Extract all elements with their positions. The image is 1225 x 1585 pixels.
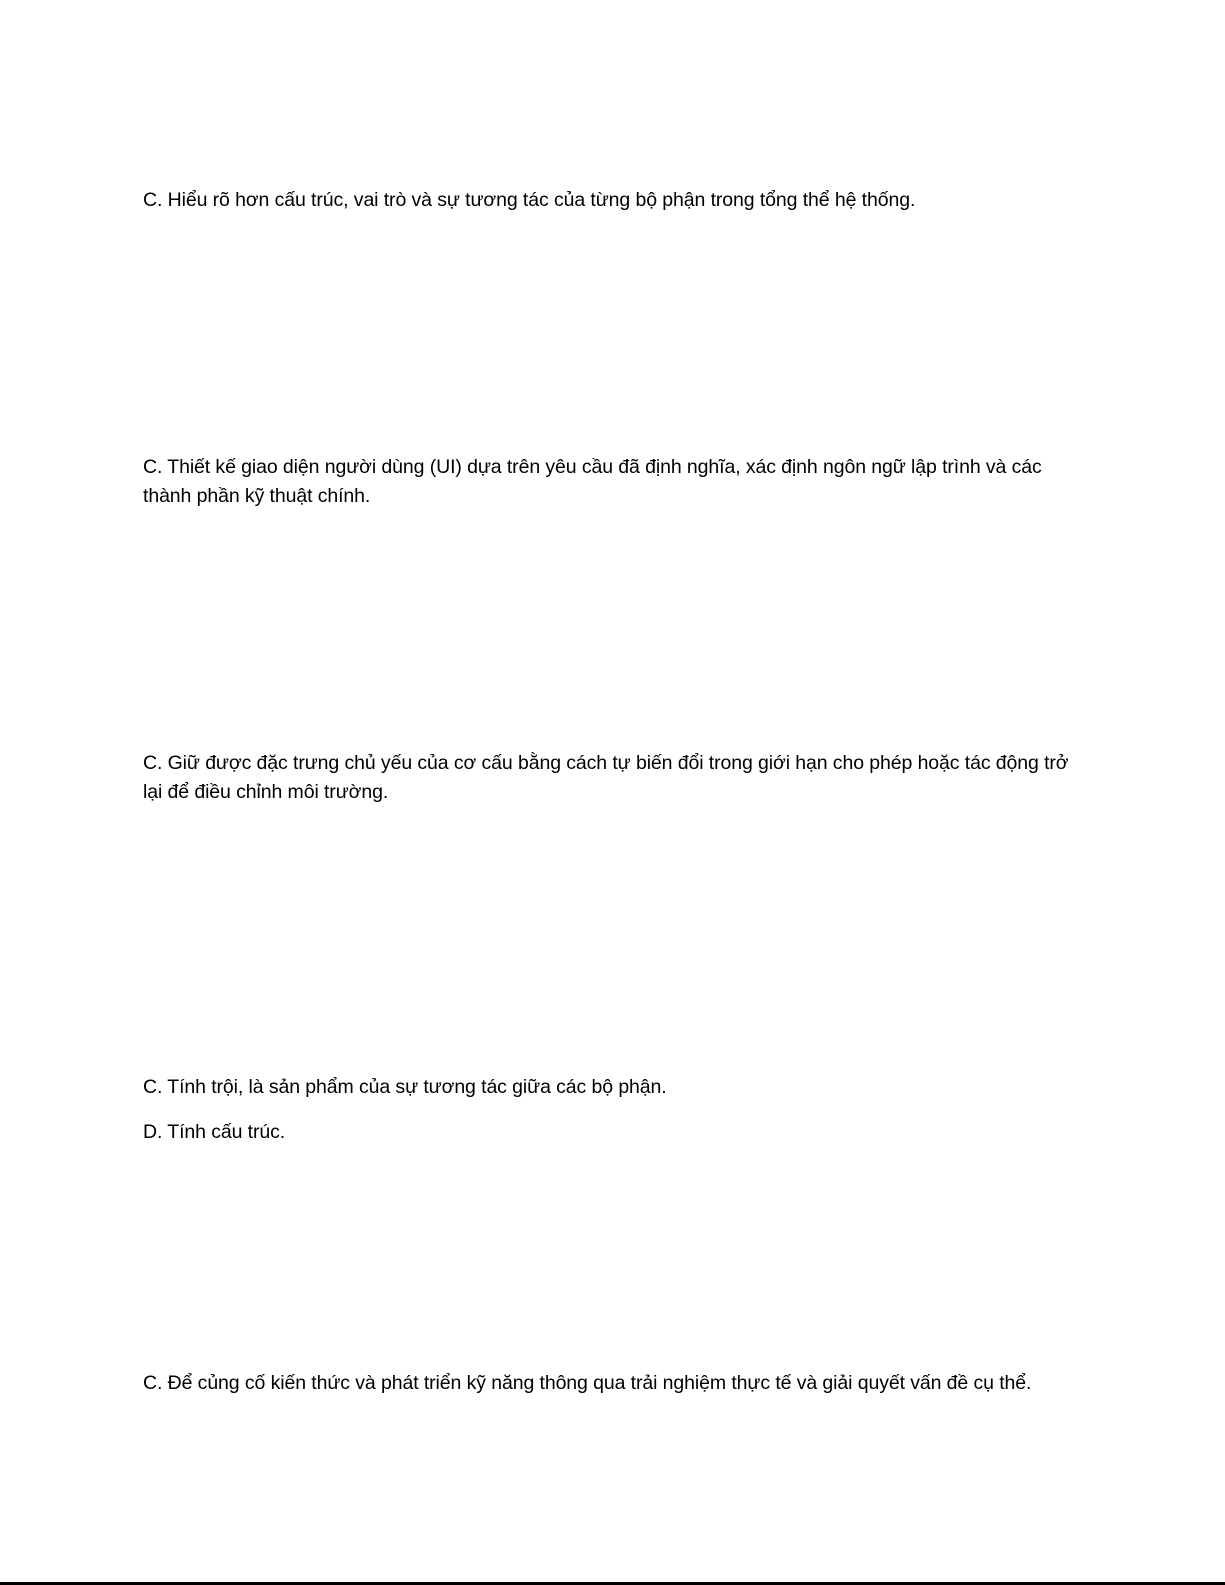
answer-option-c-3: C. Giữ được đặc trưng chủ yếu của cơ cấu bằng cách tự biến đổi trong giới hạn cho phép hoặc tác động trở lại để điều chỉnh môi trường.	[143, 752, 1069, 803]
answer-option-c-4: C. Tính trội, là sản phẩm của sự tương tác giữa các bộ phận.	[143, 1076, 667, 1098]
answer-option-c-5: C. Để củng cố kiến thức và phát triển kỹ năng thông qua trải nghiệm thực tế và giải quyết vấn đề cụ thể.	[143, 1372, 1032, 1394]
answer-option-d-4: D. Tính cấu trúc.	[143, 1121, 286, 1143]
answer-option-c-1: C. Hiểu rõ hơn cấu trúc, vai trò và sự tương tác của từng bộ phận trong tổng thể hệ thống.	[143, 189, 916, 211]
answer-option-c-2: C. Thiết kế giao diện người dùng (UI) dựa trên yêu cầu đã định nghĩa, xác định ngôn ngữ lập trình và các thành phần kỹ thuật chính.	[143, 456, 1042, 507]
